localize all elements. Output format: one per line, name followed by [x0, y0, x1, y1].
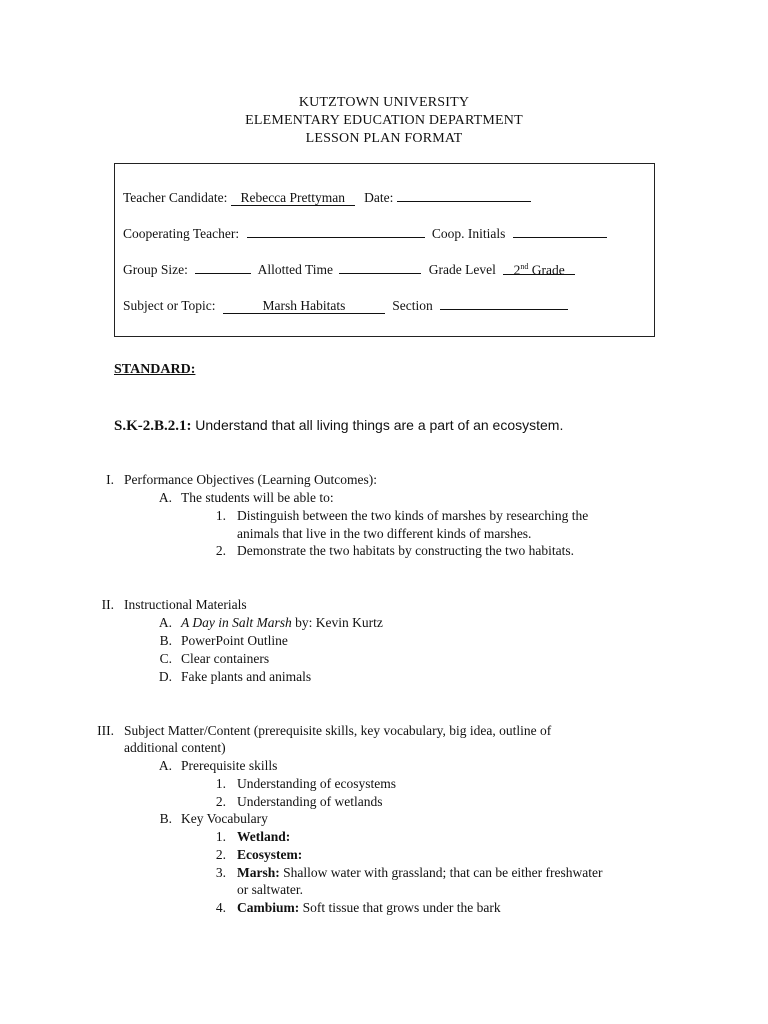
- vocab-2-number: 2.: [215, 847, 226, 862]
- department-name: ELEMENTARY EDUCATION DEPARTMENT: [245, 113, 523, 128]
- section-3-title-line-1: Subject Matter/Content (prerequisite skills, key vocabulary, big idea, outline of: [124, 723, 552, 738]
- group-size-row: [123, 259, 575, 278]
- section-1-item-1-line-1: Distinguish between the two kinds of marshes by researching the: [237, 508, 589, 523]
- grade-number: 2: [513, 262, 521, 277]
- material-c-letter: C.: [159, 651, 172, 666]
- vocab-4: [237, 900, 501, 916]
- section-label: Section: [392, 298, 433, 313]
- section-3-b-text: Key Vocabulary: [181, 811, 268, 826]
- vocab-4-def: Soft tissue that grows under the bark: [299, 900, 501, 915]
- teacher-row: [123, 187, 531, 206]
- vocab-2-term: Ecosystem:: [237, 847, 303, 862]
- date-field[interactable]: [397, 187, 531, 202]
- coop-initials-field[interactable]: [513, 223, 607, 238]
- coop-teacher-label: Cooperating Teacher:: [123, 226, 240, 241]
- standard-code: S.K-2.B.2.1:: [114, 418, 192, 434]
- group-size-field[interactable]: [195, 259, 251, 274]
- prereq-2-text: Understanding of wetlands: [237, 794, 383, 809]
- date-label: Date:: [364, 190, 394, 205]
- book-title: A Day in Salt Marsh: [181, 615, 292, 630]
- material-b: PowerPoint Outline: [181, 633, 288, 648]
- subject-label: Subject or Topic:: [123, 298, 216, 313]
- grade-level-field[interactable]: [503, 260, 575, 275]
- material-a-letter: A.: [158, 615, 172, 630]
- vocab-3-number: 3.: [215, 865, 226, 880]
- section-3-b-letter: B.: [159, 811, 172, 826]
- coop-teacher-field[interactable]: [247, 223, 425, 238]
- group-size-label: Group Size:: [123, 262, 188, 277]
- section-1-a-letter: A.: [158, 490, 172, 505]
- vocab-1: [237, 829, 290, 845]
- section-1-item-1-number: 1.: [215, 508, 226, 523]
- document-title: LESSON PLAN FORMAT: [305, 131, 463, 146]
- teacher-field[interactable]: Rebecca Prettyman: [231, 191, 355, 206]
- section-3-number: III.: [97, 723, 114, 738]
- standard-heading: STANDARD:: [114, 362, 196, 377]
- section-1-item-1-line-2: animals that live in the two different kinds of marshes.: [237, 526, 532, 541]
- book-author: by: Kevin Kurtz: [291, 615, 383, 630]
- material-d-letter: D.: [158, 669, 172, 684]
- vocab-4-term: Cambium:: [237, 900, 300, 915]
- coop-teacher-row: [123, 223, 607, 242]
- allotted-time-label: Allotted Time: [257, 262, 334, 277]
- section-1-item-2-text: Demonstrate the two habitats by constructing the two habitats.: [237, 543, 575, 558]
- subject-field[interactable]: Marsh Habitats: [223, 299, 385, 314]
- section-field[interactable]: [440, 295, 568, 310]
- section-2-title: Instructional Materials: [124, 597, 247, 612]
- grade-suffix: nd: [520, 261, 529, 271]
- lesson-info-box: [114, 163, 655, 337]
- section-3-a-letter: A.: [158, 758, 172, 773]
- grade-level-label: Grade Level: [428, 262, 496, 277]
- vocab-3-term: Marsh:: [237, 865, 280, 880]
- section-1-number: I.: [106, 472, 114, 487]
- teacher-label: Teacher Candidate:: [123, 190, 228, 205]
- vocab-1-term: Wetland:: [237, 829, 291, 844]
- vocab-3: [237, 865, 603, 881]
- grade-word: Grade: [531, 262, 565, 277]
- subject-row: [123, 295, 568, 314]
- university-name: KUTZTOWN UNIVERSITY: [298, 95, 470, 110]
- material-b-letter: B.: [159, 633, 172, 648]
- vocab-3-continuation: or saltwater.: [237, 882, 303, 897]
- standard-statement: [114, 417, 563, 435]
- prereq-1-number: 1.: [215, 776, 226, 791]
- material-d: Fake plants and animals: [181, 669, 312, 684]
- coop-initials-label: Coop. Initials: [431, 226, 506, 241]
- material-a: [181, 615, 383, 631]
- vocab-4-number: 4.: [215, 900, 226, 915]
- allotted-time-field[interactable]: [339, 259, 421, 274]
- section-2-number: II.: [101, 597, 114, 612]
- section-1-a-text: The students will be able to:: [181, 490, 334, 505]
- section-3-title-line-2: additional content): [124, 740, 226, 755]
- section-1-item-2-number: 2.: [215, 543, 226, 558]
- vocab-1-number: 1.: [215, 829, 226, 844]
- prereq-1-text: Understanding of ecosystems: [237, 776, 396, 791]
- section-1-title: Performance Objectives (Learning Outcomes):: [124, 472, 378, 487]
- standard-text: Understand that all living things are a part of an ecosystem.: [195, 417, 564, 433]
- section-3-a-text: Prerequisite skills: [181, 758, 278, 773]
- material-c: Clear containers: [181, 651, 270, 666]
- vocab-2: [237, 847, 302, 863]
- vocab-3-def: Shallow water with grassland; that can be either freshwater: [279, 865, 603, 880]
- prereq-2-number: 2.: [215, 794, 226, 809]
